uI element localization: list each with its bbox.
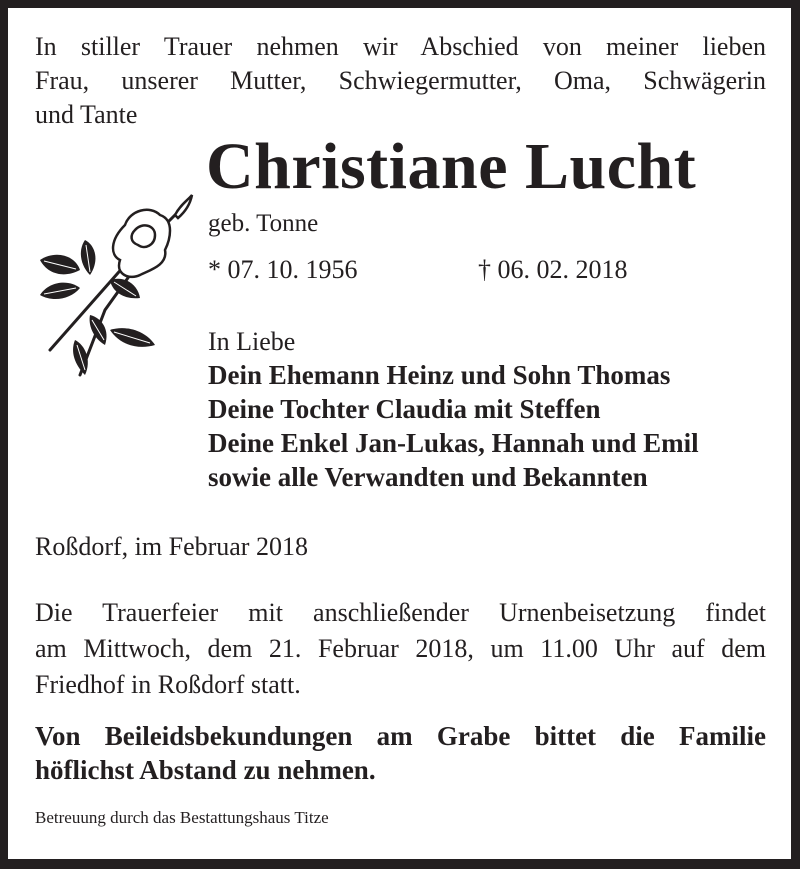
death-date: † 06. 02. 2018 (478, 255, 628, 284)
ceremony-line: am Mittwoch, dem 21. Februar 2018, um 11.00 Uhr auf dem (35, 634, 766, 663)
mourner-line: Deine Tochter Claudia mit Steffen (208, 394, 601, 424)
mourner-line: sowie alle Verwandten und Bekannten (208, 462, 648, 492)
birth-date: * 07. 10. 1956 (208, 255, 358, 284)
request-line: Von Beileidsbekundungen am Grabe bittet die Familie (35, 721, 766, 751)
request-text (35, 719, 766, 787)
mourner-line: Deine Enkel Jan-Lukas, Hannah und Emil (208, 428, 699, 458)
place-date: Roßdorf, im Februar 2018 (35, 532, 308, 561)
intro-line: In stiller Trauer nehmen wir Abschied von meiner lieben (35, 32, 766, 61)
request-line: höflichst Abstand zu nehmen. (35, 755, 376, 785)
ceremony-line: Die Trauerfeier mit anschließender Urnenbeisetzung findet (35, 598, 766, 627)
maiden-name: geb. Tonne (208, 210, 319, 237)
mourners-intro: In Liebe (208, 327, 296, 356)
ceremony-text (35, 595, 766, 703)
intro-line: Frau, unserer Mutter, Schwiegermutter, Oma, Schwägerin (35, 66, 766, 95)
deceased-name: Christiane Lucht (206, 130, 697, 203)
ceremony-line: Friedhof in Roßdorf statt. (35, 670, 301, 699)
funeral-home-credit: Betreuung durch das Bestattungshaus Titze (35, 808, 329, 827)
intro-text (35, 30, 766, 132)
mourners-list (208, 358, 699, 494)
intro-line: und Tante (35, 100, 138, 129)
mourner-line: Dein Ehemann Heinz und Sohn Thomas (208, 360, 671, 390)
rose-icon (30, 180, 200, 380)
